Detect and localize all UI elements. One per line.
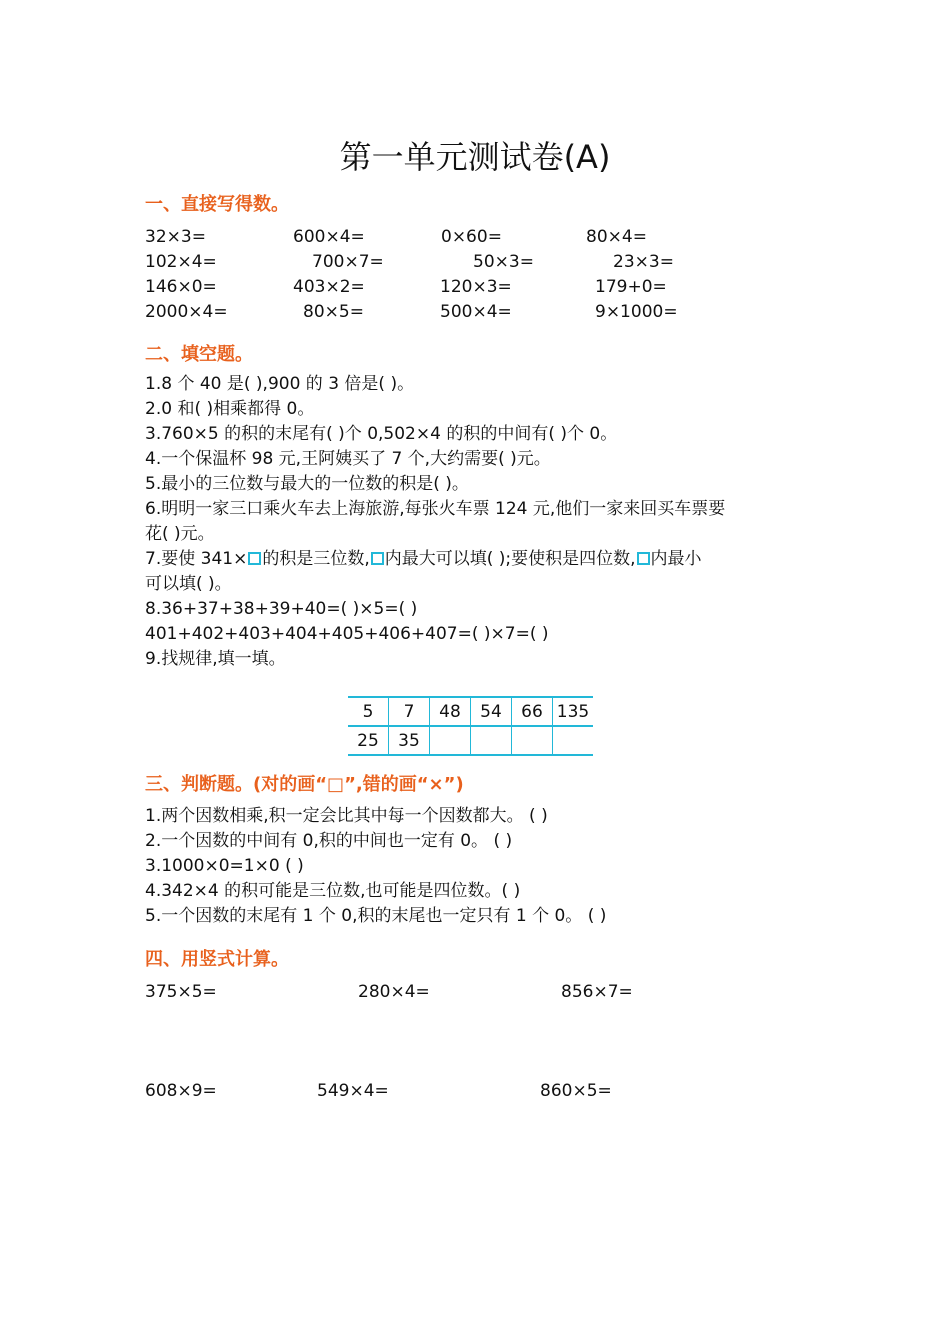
oral-problem: 700×7= <box>312 252 384 272</box>
oral-problem: 9×1000= <box>595 302 678 322</box>
judge-item-4: 4.342×4 的积可能是三位数,也可能是四位数。( ) <box>145 881 521 901</box>
section4-heading: 四、用竖式计算。 <box>145 949 289 970</box>
fill-question-6-cont: 花( )元。 <box>145 524 215 544</box>
oral-problem: 102×4= <box>145 252 217 272</box>
table-row <box>348 697 593 726</box>
fill-question-8: 8.36+37+38+39+40=( )×5=( ) <box>145 599 418 619</box>
q7-text: 内最大可以填( );要使积是四位数, <box>384 549 636 569</box>
table-cell: 25 <box>348 726 389 755</box>
oral-problem: 80×5= <box>303 302 364 322</box>
fill-question-1: 1.8 个 40 是( ),900 的 3 倍是( )。 <box>145 374 415 394</box>
judge-item-2: 2.一个因数的中间有 0,积的中间也一定有 0。 ( ) <box>145 831 513 851</box>
section2-heading: 二、填空题。 <box>145 344 253 365</box>
fill-question-7 <box>145 547 702 572</box>
oral-problem: 146×0= <box>145 277 217 297</box>
table-cell: 135 <box>553 697 594 726</box>
vertical-calc-problem: 856×7= <box>561 982 633 1002</box>
oral-problem: 80×4= <box>586 227 647 247</box>
blank-square-icon <box>371 552 384 565</box>
oral-problem: 403×2= <box>293 277 365 297</box>
fill-question-7-cont: 可以填( )。 <box>145 574 232 594</box>
vertical-calc-problem: 375×5= <box>145 982 217 1002</box>
oral-problem: 0×60= <box>441 227 502 247</box>
table-row <box>348 726 593 755</box>
blank-square-icon <box>248 552 261 565</box>
q7-text: 的积是三位数, <box>262 549 370 569</box>
q7-text: 内最小 <box>650 549 702 569</box>
oral-problem: 32×3= <box>145 227 206 247</box>
table-cell: 7 <box>389 697 430 726</box>
table-cell <box>471 726 512 755</box>
judge-item-3: 3.1000×0=1×0 ( ) <box>145 856 304 876</box>
fill-question-4: 4.一个保温杯 98 元,王阿姨买了 7 个,大约需要( )元。 <box>145 449 551 469</box>
judge-item-5: 5.一个因数的末尾有 1 个 0,积的末尾也一定只有 1 个 0。 ( ) <box>145 906 607 926</box>
fill-question-3: 3.760×5 的积的末尾有( )个 0,502×4 的积的中间有( )个 0。 <box>145 424 618 444</box>
table-cell: 66 <box>512 697 553 726</box>
table-cell: 5 <box>348 697 389 726</box>
blank-square-icon <box>637 552 650 565</box>
table-cell <box>553 726 594 755</box>
fill-question-8-cont: 401+402+403+404+405+406+407=( )×7=( ) <box>145 624 549 644</box>
oral-problem: 500×4= <box>440 302 512 322</box>
table-cell: 35 <box>389 726 430 755</box>
oral-problem: 2000×4= <box>145 302 228 322</box>
oral-problem: 23×3= <box>613 252 674 272</box>
pattern-table <box>348 696 593 756</box>
q7-text: 7.要使 341× <box>145 549 248 569</box>
oral-problem: 120×3= <box>440 277 512 297</box>
oral-problem: 600×4= <box>293 227 365 247</box>
fill-question-2: 2.0 和( )相乘都得 0。 <box>145 399 315 419</box>
oral-problem: 179+0= <box>595 277 667 297</box>
page-title: 第一单元测试卷(A) <box>339 138 611 176</box>
fill-question-6: 6.明明一家三口乘火车去上海旅游,每张火车票 124 元,他们一家来回买车票要 <box>145 499 726 519</box>
vertical-calc-problem: 608×9= <box>145 1081 217 1101</box>
table-cell: 48 <box>430 697 471 726</box>
section1-heading: 一、直接写得数。 <box>145 194 289 215</box>
vertical-calc-problem: 860×5= <box>540 1081 612 1101</box>
fill-question-9: 9.找规律,填一填。 <box>145 649 286 669</box>
fill-question-5: 5.最小的三位数与最大的一位数的积是( )。 <box>145 474 469 494</box>
table-cell <box>430 726 471 755</box>
section3-heading: 三、判断题。(对的画“□”,错的画“×”) <box>145 774 464 795</box>
vertical-calc-problem: 549×4= <box>317 1081 389 1101</box>
oral-problem: 50×3= <box>473 252 534 272</box>
vertical-calc-problem: 280×4= <box>358 982 430 1002</box>
table-cell: 54 <box>471 697 512 726</box>
judge-item-1: 1.两个因数相乘,积一定会比其中每一个因数都大。 ( ) <box>145 806 548 826</box>
table-cell <box>512 726 553 755</box>
